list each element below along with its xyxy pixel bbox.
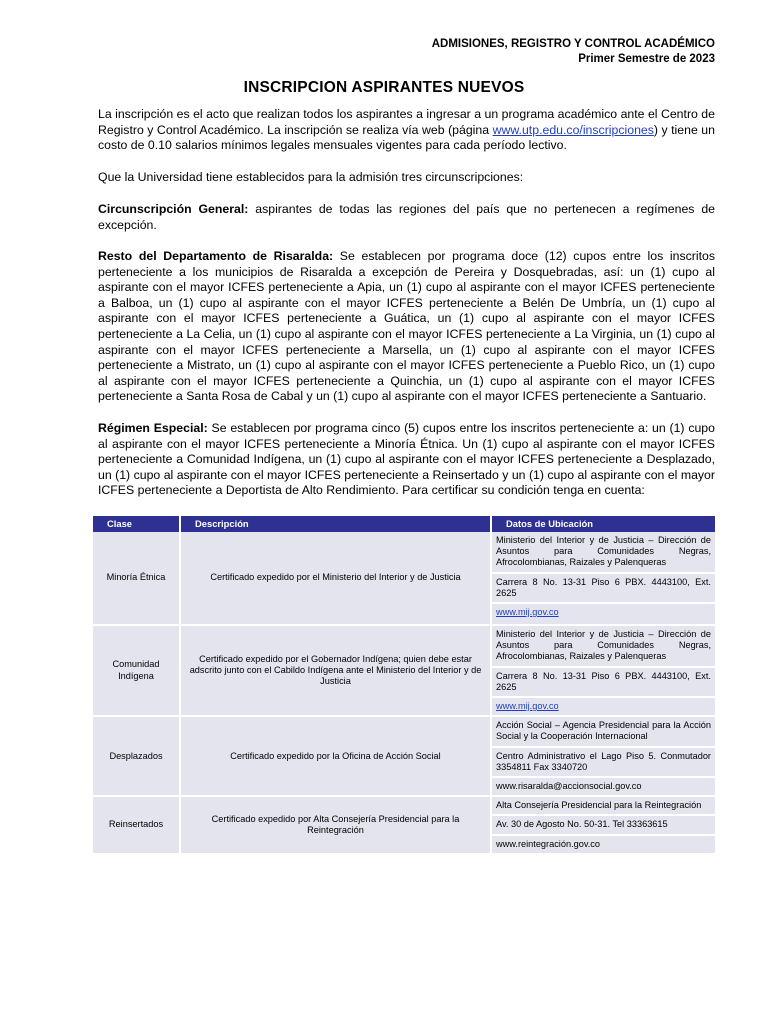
- table-row: [93, 532, 715, 625]
- header-ubicacion: Datos de Ubicación: [491, 516, 715, 532]
- general-paragraph: [98, 202, 715, 233]
- table-row: [93, 796, 715, 854]
- clase-cell: Desplazados: [93, 716, 180, 796]
- document-header: [432, 37, 715, 66]
- clase-cell: Reinsertados: [93, 796, 180, 854]
- ubicacion-web: www.reintegración.gov.co: [496, 838, 601, 849]
- descripcion-cell: Certificado expedido por Alta Consejería Presidencial para la Reintegración: [180, 796, 491, 854]
- clase-cell: Comunidad Indígena: [93, 625, 180, 716]
- ubicacion-address: Carrera 8 No. 13-31 Piso 6 PBX. 4443100, Ext. 2625: [492, 668, 715, 698]
- descripcion-cell: Certificado expedido por la Oficina de Acción Social: [180, 716, 491, 796]
- ubicacion-entity: Ministerio del Interior y de Justicia – Dirección de Asuntos para Comunidades Negras, Afrocolombianas, Raizales y Palenqueras: [492, 532, 715, 574]
- table-row: [93, 716, 715, 796]
- risaralda-text: Se establecen por programa doce (12) cupos entre los inscritos perteneciente a los municipios de Risaralda a excepción de Pereira y Dosquebradas, así: un (1) cupo al aspirante con el mayor ICFES perteneciente a Apia, un (1) cupo al aspirante con el mayor ICFES perteneciente a Balboa, un (1) cupo al aspirante con el mayor ICFES perteneciente a Belén De Umbría, un (1) cupo al aspirante con el mayor ICFES perteneciente a Guática, un (1) cupo al aspirante con el mayor ICFES perteneciente a La Celia, un (1) cupo al aspirante con el mayor ICFES perteneciente a La Virginia, un (1) cupo al aspirante con el mayor ICFES perteneciente a Marsella, un (1) cupo al aspirante con el mayor ICFES perteneciente a Mistrato, un (1) cupo al aspirante con el mayor ICFES perteneciente a Pueblo Rico, un (1) cupo al aspirante con el mayor ICFES perteneciente a Quinchia, un (1) cupo al aspirante con el mayor ICFES perteneciente a Santa Rosa de Cabal y un (1) cupo al aspirante con el mayor ICFES perteneciente a Santuario.: [98, 249, 715, 404]
- header-semester: Primer Semestre de 2023: [578, 52, 715, 65]
- ubicacion-address: Av. 30 de Agosto No. 50-31. Tel 33363615: [492, 816, 715, 835]
- ubicacion-cell: [491, 796, 715, 854]
- intro-text-start: La inscripción es el acto que realizan todos los aspirantes a ingresar a un programa académico ante el Centro de Registro y Control Académico. La inscripción se realiza vía web (página: [98, 107, 715, 137]
- ubicacion-cell: [491, 716, 715, 796]
- ubicacion-entity: Alta Consejería Presidencial para la Reintegración: [492, 797, 715, 816]
- ubicacion-cell: [491, 532, 715, 625]
- header-clase: Clase: [93, 516, 180, 532]
- ubicacion-link[interactable]: www.mij.gov.co: [496, 701, 559, 712]
- especial-text: Se establecen por programa cinco (5) cupos entre los inscritos perteneciente a: un (1) cupo al aspirante con el mayor ICFES perteneciente a Minoría Étnica. Un (1) cupo al aspirante con el mayor ICFES perteneciente a Comunidad Indígena, un (1) cupo al aspirante con el mayor ICFES perteneciente a Desplazado, un (1) cupo al aspirante con el mayor ICFES perteneciente a Reinsertado y un (1) cupo al aspirante con el mayor ICFES perteneciente a Deportista de Alto Rendimiento. Para certificar su condición tenga en cuenta:: [98, 421, 715, 498]
- clase-cell: Minoría Étnica: [93, 532, 180, 625]
- certification-table: [93, 516, 715, 855]
- ubicacion-address: Centro Administrativo el Lago Piso 5. Conmutador 3354811 Fax 3340720: [492, 748, 715, 778]
- risaralda-paragraph: [98, 249, 715, 405]
- ubicacion-cell: [491, 625, 715, 716]
- header-descripcion: Descripción: [180, 516, 491, 532]
- especial-paragraph: [98, 421, 715, 499]
- table-row: [93, 625, 715, 716]
- especial-label: Régimen Especial:: [98, 421, 208, 435]
- inscripciones-link[interactable]: www.utp.edu.co/inscripciones: [492, 122, 654, 137]
- ubicacion-link[interactable]: www.mij.gov.co: [496, 607, 559, 618]
- ubicacion-entity: Ministerio del Interior y de Justicia – Dirección de Asuntos para Comunidades Negras, Afrocolombianas, Raizales y Palenqueras: [492, 626, 715, 668]
- table-header-row: [93, 516, 715, 532]
- header-office: ADMISIONES, REGISTRO Y CONTROL ACADÉMICO: [431, 38, 715, 50]
- ubicacion-web: [492, 698, 715, 715]
- intro-paragraph: [98, 107, 715, 154]
- page-title: INSCRIPCION ASPIRANTES NUEVOS: [243, 79, 525, 96]
- risaralda-label: Resto del Departamento de Risaralda:: [98, 249, 334, 263]
- ubicacion-entity: Acción Social – Agencia Presidencial para la Acción Social y la Cooperación Internacional: [492, 717, 715, 747]
- ubicacion-email: www.risaralda@accionsocial.gov.co: [496, 781, 642, 792]
- ubicacion-web: [492, 604, 715, 621]
- ubicacion-address: Carrera 8 No. 13-31 Piso 6 PBX. 4443100, Ext. 2625: [492, 574, 715, 604]
- general-label: Circunscripción General:: [98, 202, 249, 216]
- circunscripciones-intro: Que la Universidad tiene establecidos para la admisión tres circunscripciones:: [98, 170, 524, 184]
- general-text: aspirantes de todas las regiones del país que no pertenecen a regímenes de excepción.: [98, 202, 716, 232]
- descripcion-cell: Certificado expedido por el Ministerio del Interior y de Justicia: [180, 532, 491, 625]
- intro-text-end: ) y tiene un costo de 0.10 salarios mínimos legales mensuales vigentes para cada período lectivo.: [98, 122, 715, 153]
- descripcion-cell: Certificado expedido por el Gobernador Indígena; quien debe estar adscrito junto con el Cabildo Indígena ante el Ministerio del Interior y de Justicia: [180, 625, 491, 716]
